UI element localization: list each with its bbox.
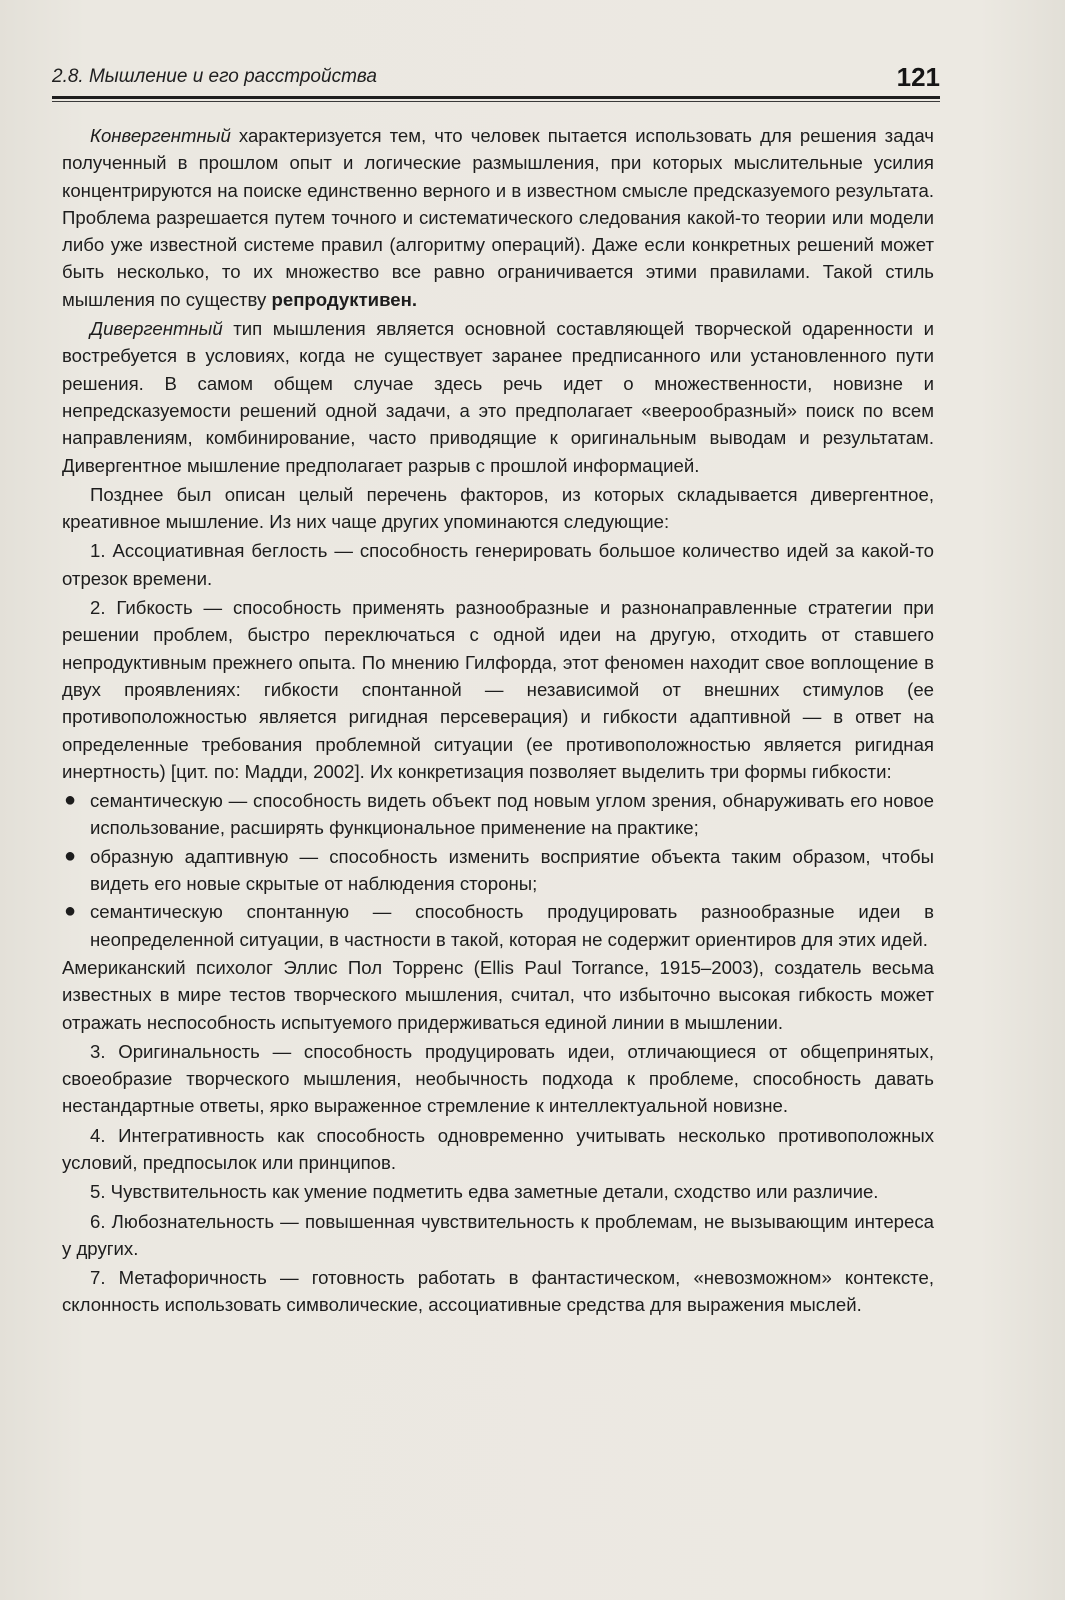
paragraph-factor-7: 7. Метафоричность — готовность работать в фантастическом, «невозможном» контексте, склонность использовать символические, ассоциативные средства для выражения мыслей. (62, 1267, 934, 1316)
running-head (52, 62, 940, 98)
paragraph-factors-intro: Позднее был описан целый перечень факторов, из которых складывается дивергентное, креативное мышление. Из них чаще других упоминаются следующие: (62, 483, 934, 533)
paragraph-factor-5: 5. Чувствительность как умение подметить едва заметные детали, сходство или различие. (90, 1181, 879, 1203)
page-number: 121 (896, 62, 940, 92)
term-reproductive: репродуктивен. (271, 288, 418, 310)
term-convergent: Конвергентный (90, 125, 231, 146)
bullet-icon: ● (64, 900, 77, 923)
paragraph-factor-2: 2. Гибкость — способность применять разнообразные и разнонаправленные стратегии при решении проблем, быстро переключаться с одной идеи на другую, отходить от ставшего непродуктивным прежнего опыта. По мнению Гилфорда, этот феномен находит свое воплощение в двух проявлениях: гибкости спонтанной — независимой от внешних стимулов (ее противоположностью является ригидная персеверация) и гибкости адаптивной — в ответ на определенные требования проблемной ситуации (ее противоположностью является ригидная инертность) [цит. по: Мадди, 2002]. Их конкретизация позволяет выделить три формы гибкости: (62, 597, 934, 782)
header-rule (52, 96, 940, 99)
paragraph-divergent (62, 315, 934, 479)
list-item (62, 843, 934, 898)
paragraph-factor-3: 3. Оригинальность — способность продуцировать идеи, отличающиеся от общепринятых, своеобразие творческого мышления, необычность подхода к проблеме, способность давать нестандартные ответы, ярко выраженное стремление к интеллектуальной новизне. (62, 1040, 934, 1117)
flexibility-forms-list (62, 787, 934, 953)
header-rule-thin (52, 101, 940, 102)
bullet-icon: ● (64, 789, 77, 812)
paragraph-factor-6: 6. Любознательность — повышенная чувствительность к проблемам, не вызывающим интереса у других. (62, 1210, 934, 1259)
list-item (62, 898, 934, 953)
paragraph-divergent-text: тип мышления является основной составляющей творческой одаренности и востребуется в условиях, когда не существует заранее предписанного или установленного пути решения. В самом общем случае здесь речь идет о множественности, новизне и непредсказуемости решений одной задачи, а это предполагает «веерообразный» поиск по всем направлениям, комбинирование, часто приводящие к оригинальным выводам и результатам. Дивергентное мышление предполагает разрыв с прошлой информацией. (62, 318, 934, 476)
list-item (62, 787, 934, 842)
section-title: 2.8. Мышление и его расстройства (52, 66, 377, 87)
body-text (62, 122, 934, 1321)
list-item-text: образную адаптивную — способность изменить восприятие объекта таким образом, чтобы видеть его новые скрытые от наблюдения стороны; (90, 845, 934, 895)
list-item-text: семантическую спонтанную — способность продуцировать разнообразные идеи в неопределенной ситуации, в частности в такой, которая не содержит ориентиров для этих идей. (90, 901, 934, 950)
list-item-text: семантическую — способность видеть объект под новым углом зрения, обнаруживать его новое использование, расширять функциональное применение на практике; (90, 790, 934, 839)
paragraph-factor-1: 1. Ассоциативная беглость — способность генерировать большое количество идей за какой-то отрезок времени. (62, 540, 934, 589)
paragraph-factor-4: 4. Интегративность как способность одновременно учитывать несколько противоположных условий, предпосылок или принципов. (62, 1124, 934, 1173)
paragraph-convergent (62, 122, 934, 313)
term-divergent: Дивергентный (90, 318, 223, 340)
paragraph-torrance: Американский психолог Эллис Пол Торренс (Ellis Paul Torrance, 1915–2003), создатель весьма известных в мире тестов творческого мышления, считал, что избыточно высокая гибкость может отражать неспособность испытуемого придерживаться единой линии в мышлении. (62, 956, 934, 1033)
bullet-icon: ● (64, 844, 77, 867)
paragraph-convergent-text: характеризуется тем, что человек пытается использовать для решения задач полученный в прошлом опыт и логические размышления, при которых мыслительные усилия концентрируются на поиске единственно верного и в известном смысле предсказуемого результата. Проблема разрешается путем точного и систематического следования какой-то теории или модели либо уже известной системе правил (алгоритму операций). Даже если конкретных решений может быть несколько, то их множество все равно ограничивается этими правилами. Такой стиль мышления по существу (62, 125, 934, 310)
